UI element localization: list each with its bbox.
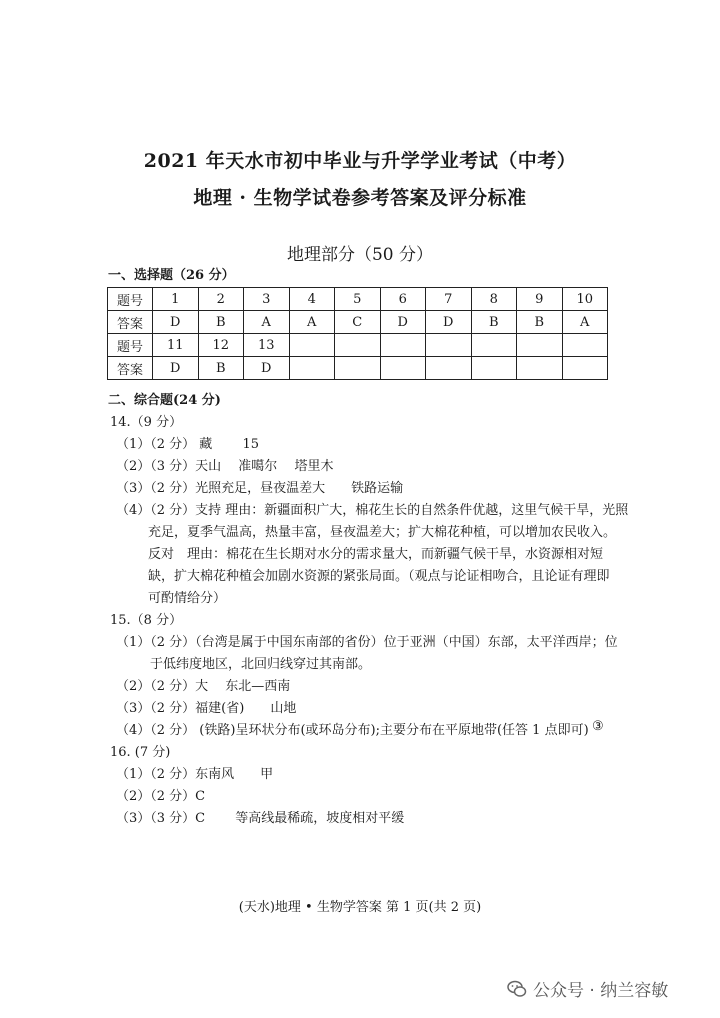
- table-cell: [471, 357, 517, 380]
- table-cell: D: [153, 357, 199, 380]
- table-row-header: 题号: [108, 334, 153, 357]
- table-cell: 10: [562, 288, 608, 311]
- table-cell: 8: [471, 288, 517, 311]
- table-cell: [335, 334, 381, 357]
- part2-heading: 二、综合题(24 分): [108, 393, 221, 408]
- part1-heading: 一、选择题（26 分）: [108, 268, 235, 283]
- table-cell: [380, 357, 426, 380]
- q16-answer-2: （2）（2 分）C: [116, 789, 206, 804]
- table-cell: A: [562, 311, 608, 334]
- table-cell: 13: [244, 334, 290, 357]
- watermark-text: 公众号 · 纳兰容敏: [533, 981, 669, 1001]
- q14-answer-4-line5: 可酌情给分）: [148, 591, 227, 606]
- table-cell: 1: [153, 288, 199, 311]
- table-cell: [426, 334, 472, 357]
- q14-answer-1: （1）（2 分） 藏 15: [116, 437, 259, 452]
- table-cell: D: [153, 311, 199, 334]
- q14-answer-4-line1: （4）（2 分）支持 理由：新疆面积广大，棉花生长的自然条件优越，这里气候干旱，光照: [116, 503, 629, 518]
- table-cell: [335, 357, 381, 380]
- table-row: [108, 334, 608, 357]
- table-cell: 5: [335, 288, 381, 311]
- exam-subtitle: 地理 · 生物学试卷参考答案及评分标准: [193, 187, 527, 209]
- table-cell: [289, 334, 335, 357]
- q14-answer-2: （2）（3 分）天山 准噶尔 塔里木: [116, 459, 334, 474]
- q15-answer-4-mark: ③: [592, 719, 604, 734]
- q16-label: 16. (7 分): [110, 745, 171, 760]
- q16-answer-1: （1）（2 分）东南风 甲: [116, 767, 274, 782]
- table-row-header: 答案: [108, 357, 153, 380]
- q14-label: 14.（9 分）: [110, 415, 183, 430]
- table-row-header: 题号: [108, 288, 153, 311]
- table-cell: 2: [198, 288, 244, 311]
- table-cell: A: [289, 311, 335, 334]
- q14-answer-3: （3）（2 分）光照充足，昼夜温差大 铁路运输: [116, 481, 404, 496]
- table-cell: B: [471, 311, 517, 334]
- q15-answer-3: （3）（2 分）福建(省) 山地: [116, 701, 297, 716]
- table-row: [108, 288, 608, 311]
- q16-answer-3: （3）（3 分）C 等高线最稀疏，坡度相对平缓: [116, 811, 405, 826]
- table-cell: [289, 357, 335, 380]
- table-cell: [562, 357, 608, 380]
- table-cell: C: [335, 311, 381, 334]
- table-cell: D: [380, 311, 426, 334]
- table-cell: 4: [289, 288, 335, 311]
- q14-answer-4-line3: 反对 理由：棉花在生长期对水分的需求量大，而新疆气候干旱，水资源相对短: [148, 547, 604, 562]
- table-cell: [517, 357, 563, 380]
- table-cell: 11: [153, 334, 199, 357]
- table-cell: D: [426, 311, 472, 334]
- q15-label: 15.（8 分）: [110, 613, 183, 628]
- table-row: [108, 357, 608, 380]
- wechat-icon: [507, 979, 527, 999]
- table-cell: A: [244, 311, 290, 334]
- q14-answer-4-line4: 缺，扩大棉花种植会加剧水资源的紧张局面。（观点与论证相吻合，且论证有理即: [148, 569, 610, 584]
- table-cell: [380, 334, 426, 357]
- section-title: 地理部分（50 分）: [286, 245, 434, 265]
- table-cell: [471, 334, 517, 357]
- q15-answer-1-line2: 于低纬度地区，北回归线穿过其南部。: [150, 657, 372, 672]
- q15-answer-2: （2）（2 分）大 东北—西南: [116, 679, 291, 694]
- table-cell: 9: [517, 288, 563, 311]
- table-cell: 6: [380, 288, 426, 311]
- q15-answer-1-line1: （1）（2 分）（台湾是属于中国东南部的省份）位于亚洲（中国）东部，太平洋西岸；位: [116, 635, 618, 650]
- table-cell: B: [198, 311, 244, 334]
- table-cell: 7: [426, 288, 472, 311]
- table-cell: B: [517, 311, 563, 334]
- answer-table: [107, 287, 608, 380]
- table-cell: D: [244, 357, 290, 380]
- watermark: [507, 976, 668, 1001]
- table-row: [108, 311, 608, 334]
- q15-answer-4: （4）（2 分） (铁路)呈环状分布(或环岛分布);主要分布在平原地带(任答 1 点即可): [116, 723, 589, 738]
- table-cell: [562, 334, 608, 357]
- table-cell: 3: [244, 288, 290, 311]
- table-cell: [517, 334, 563, 357]
- page-footer: (天水)地理 • 生物学答案 第 1 页(共 2 页): [238, 900, 482, 915]
- table-cell: B: [198, 357, 244, 380]
- table-row-header: 答案: [108, 311, 153, 334]
- exam-title: 2021 年天水市初中毕业与升学学业考试（中考）: [143, 150, 577, 172]
- q14-answer-4-line2: 充足，夏季气温高，热量丰富，昼夜温差大；扩大棉花种植，可以增加农民收入。: [148, 525, 617, 540]
- table-cell: 12: [198, 334, 244, 357]
- table-cell: [426, 357, 472, 380]
